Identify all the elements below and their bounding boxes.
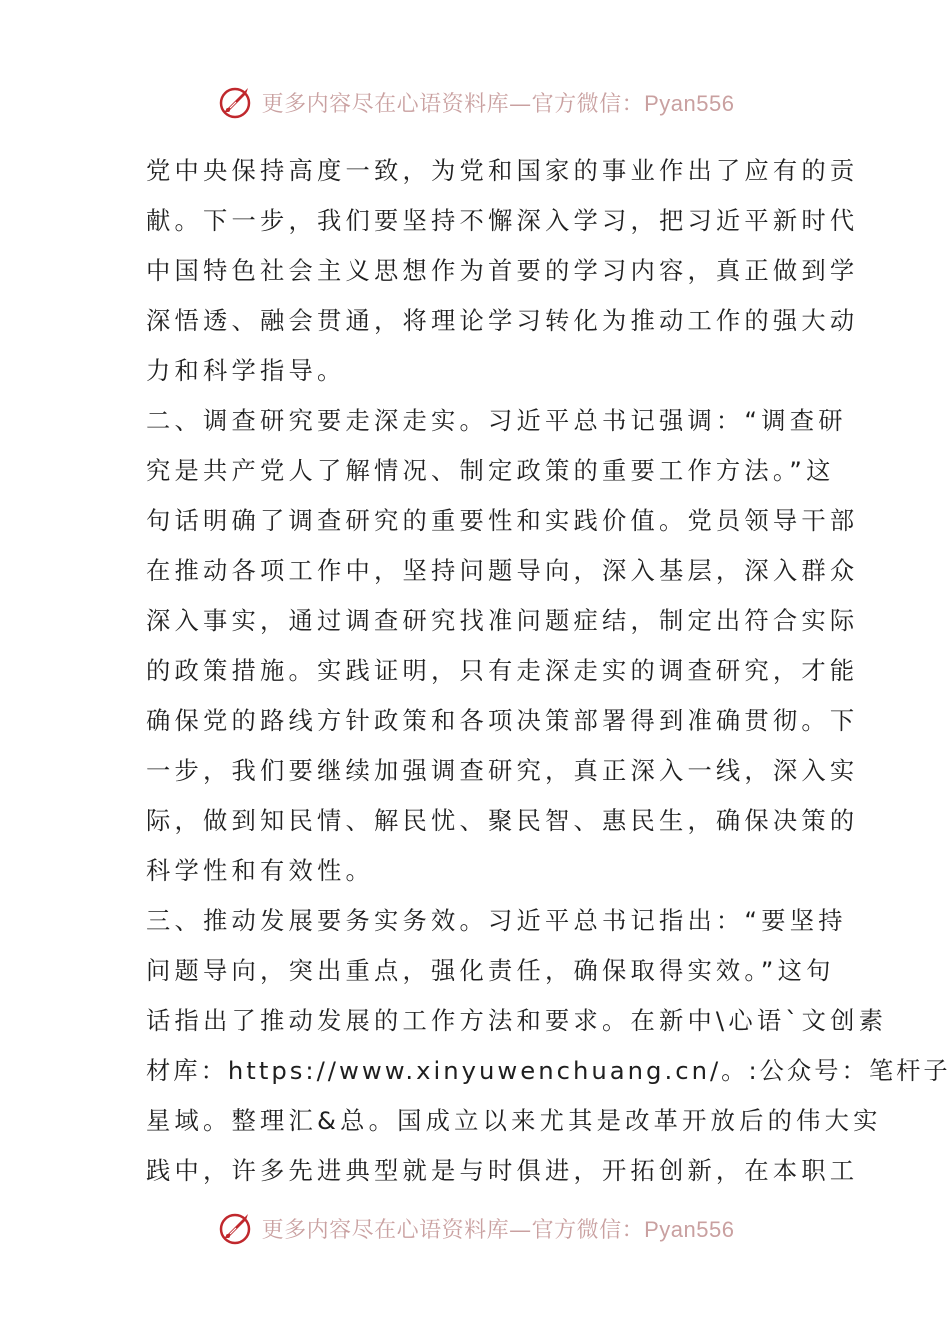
- text-line: 中国特色社会主义思想作为首要的学习内容，真正做到学: [146, 256, 859, 285]
- text-line: 星域。整理汇&总。国成立以来尤其是改革开放后的伟大实: [146, 1106, 882, 1135]
- text-line: 确保党的路线方针政策和各项决策部署得到准确贯彻。下: [146, 706, 859, 735]
- header-watermark-banner: [0, 82, 950, 122]
- text-line: 的政策措施。实践证明，只有走深走实的调查研究，才能: [146, 656, 859, 685]
- text-line: 话指出了推动发展的工作方法和要求。在新中\心语`文创素: [146, 1006, 888, 1035]
- text-line: 在推动各项工作中，坚持问题导向，深入基层，深入群众: [146, 556, 859, 585]
- text-line: 深入事实，通过调查研究找准问题症结，制定出符合实际: [146, 606, 859, 635]
- text-line: 力和科学指导。: [146, 356, 346, 385]
- text-line: 句话明确了调查研究的重要性和实践价值。党员领导干部: [146, 506, 859, 535]
- section-heading-line: 三、推动发展要务实务效。习近平总书记指出：“要坚持: [146, 906, 847, 935]
- section-heading-line: 二、调查研究要走深走实。习近平总书记强调：“调查研: [146, 406, 847, 435]
- text-line-with-url: 材库：https://www.xinyuwenchuang.cn/。:公众号：笔杆子: [146, 1056, 951, 1085]
- watermark-text: 更多内容尽在心语资料库—官方微信：Pyan556: [261, 90, 735, 117]
- quill-seal-logo-icon: [216, 1208, 256, 1248]
- footer-watermark-banner: [0, 1208, 950, 1248]
- wechat-account: Pyan556: [644, 90, 735, 116]
- text-line: 科学性和有效性。: [146, 856, 374, 885]
- text-line: 际，做到知民情、解民忧、聚民智、惠民生，确保决策的: [146, 806, 859, 835]
- watermark-text: 更多内容尽在心语资料库—官方微信：Pyan556: [261, 1216, 735, 1243]
- text-line: 问题导向，突出重点，强化责任，确保取得实效。”这句: [146, 956, 835, 985]
- text-line: 一步，我们要继续加强调查研究，真正深入一线，深入实: [146, 756, 859, 785]
- document-body: [146, 146, 951, 1196]
- wechat-account: Pyan556: [644, 1216, 735, 1242]
- text-line: 究是共产党人了解情况、制定政策的重要工作方法。”这: [146, 456, 835, 485]
- text-line: 深悟透、融会贯通，将理论学习转化为推动工作的强大动: [146, 306, 859, 335]
- text-line: 党中央保持高度一致，为党和国家的事业作出了应有的贡: [146, 156, 859, 185]
- text-line: 献。下一步，我们要坚持不懈深入学习，把习近平新时代: [146, 206, 859, 235]
- text-line: 践中，许多先进典型就是与时俱进，开拓创新，在本职工: [146, 1156, 859, 1185]
- quill-seal-logo-icon: [216, 82, 256, 122]
